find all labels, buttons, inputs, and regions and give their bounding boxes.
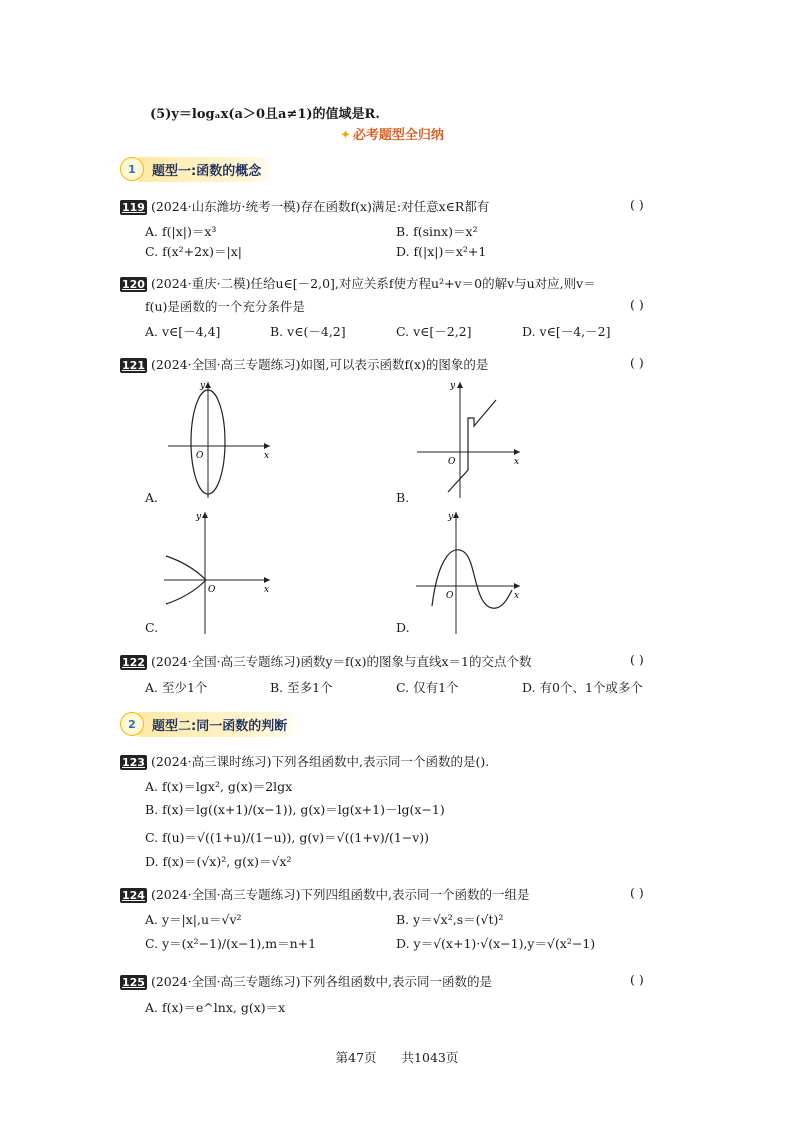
option-d: D. f(x)＝(√x)², g(x)＝√x² bbox=[145, 854, 292, 869]
option-a: A. 至少1个 bbox=[145, 680, 208, 695]
question-121 bbox=[120, 355, 488, 373]
option-a: A. y＝|x|,u＝√v² bbox=[145, 912, 242, 927]
banner-heading bbox=[340, 124, 444, 143]
origin-label: O bbox=[446, 591, 454, 601]
option-c: C. bbox=[145, 620, 159, 635]
section-number: 2 bbox=[120, 712, 144, 736]
question-number: 125 bbox=[122, 976, 145, 989]
section-title: 题型二:同一函数的判断 bbox=[138, 712, 301, 737]
answer-paren: ( ) bbox=[630, 972, 644, 987]
star-icon: ✦ bbox=[340, 128, 351, 143]
option-c: C. f(x²+2x)＝|x| bbox=[145, 244, 242, 259]
question-number: 123 bbox=[122, 756, 145, 769]
option-a: A. v∈[－4,4] bbox=[145, 324, 221, 339]
option-b: B. f(sinx)＝x² bbox=[396, 224, 478, 239]
question-text: (2024·重庆·二模)任给u∈[－2,0],对应关系f使方程u²+v＝0的解v与u对应,则v＝ bbox=[150, 276, 596, 291]
option-c: C. f(u)＝√((1+u)/(1−u)), g(v)＝√((1+v)/(1−v)) bbox=[145, 830, 430, 845]
axis-x-label: x bbox=[514, 457, 520, 467]
option-d: D. bbox=[396, 620, 410, 635]
option-c: C. v∈[－2,2] bbox=[396, 324, 472, 339]
option-b: B. v∈(－4,2] bbox=[270, 324, 346, 339]
option-c: C. 仅有1个 bbox=[396, 680, 459, 695]
option-a: A. f(|x|)＝x³ bbox=[145, 224, 217, 239]
question-text: (2024·山东潍坊·统考一模)存在函数f(x)满足:对任意x∈R都有 bbox=[150, 199, 490, 214]
answer-paren: ( ) bbox=[630, 355, 644, 370]
question-123 bbox=[120, 752, 489, 770]
option-a: A. f(x)＝lgx², g(x)＝2lgx bbox=[145, 779, 293, 794]
option-d: D. 有0个、1个或多个 bbox=[522, 680, 643, 695]
question-number: 119 bbox=[122, 201, 145, 214]
option-a: A. f(x)＝e^lnx, g(x)＝x bbox=[145, 1000, 286, 1015]
question-text: (2024·全国·高三专题练习)下列四组函数中,表示同一个函数的一组是 bbox=[150, 887, 530, 902]
option-b: B. bbox=[396, 490, 410, 505]
page-footer: 第47页 共1043页 bbox=[335, 1050, 459, 1065]
option-d: D. y＝√(x+1)·√(x−1),y＝√(x²−1) bbox=[396, 936, 596, 951]
question-124 bbox=[120, 885, 529, 903]
answer-paren: ( ) bbox=[630, 197, 644, 212]
axis-x-label: x bbox=[514, 591, 520, 601]
answer-paren: ( ) bbox=[630, 297, 644, 312]
question-number: 120 bbox=[122, 278, 145, 291]
axis-x-label: x bbox=[264, 451, 270, 461]
question-120 bbox=[120, 274, 596, 292]
section-heading-2 bbox=[120, 712, 301, 736]
graph-d bbox=[412, 508, 527, 636]
graph-c bbox=[160, 508, 280, 636]
axis-y-label: y bbox=[196, 512, 202, 522]
question-text: (2024·全国·高三专题练习)下列各组函数中,表示同一函数的是 bbox=[150, 974, 492, 989]
axis-y-label: y bbox=[450, 381, 456, 391]
question-122 bbox=[120, 652, 531, 670]
question-number: 122 bbox=[122, 656, 145, 669]
axis-y-label: y bbox=[448, 512, 454, 522]
section-heading-1 bbox=[120, 157, 275, 181]
answer-paren: ( ) bbox=[630, 885, 644, 900]
graph-b bbox=[412, 378, 527, 503]
axis-y-label: y bbox=[200, 381, 206, 391]
section-title: 题型一:函数的概念 bbox=[138, 157, 275, 182]
axis-x-label: x bbox=[264, 585, 270, 595]
question-number: 124 bbox=[122, 889, 145, 902]
option-d: D. f(|x|)＝x²+1 bbox=[396, 244, 487, 259]
origin-label: O bbox=[208, 585, 216, 595]
question-text: (2024·高三课时练习)下列各组函数中,表示同一个函数的是(). bbox=[150, 754, 490, 769]
question-125 bbox=[120, 972, 492, 990]
section-number: 1 bbox=[120, 157, 144, 181]
answer-paren: ( ) bbox=[630, 652, 644, 667]
option-b: B. 至多1个 bbox=[270, 680, 333, 695]
origin-label: O bbox=[448, 457, 456, 467]
question-119 bbox=[120, 197, 489, 215]
option-a: A. bbox=[145, 490, 159, 505]
origin-label: O bbox=[196, 451, 204, 461]
graph-a bbox=[160, 378, 280, 503]
option-d: D. v∈[－4,－2] bbox=[522, 324, 611, 339]
intro-line: (5)y＝logₐx(a＞0且a≠1)的值域是R. bbox=[150, 107, 380, 122]
question-text: (2024·全国·高三专题练习)如图,可以表示函数f(x)的图象的是 bbox=[150, 357, 489, 372]
question-text-continued: f(u)是函数的一个充分条件是 bbox=[145, 299, 305, 314]
option-b: B. y＝√x²,s＝(√t)² bbox=[396, 912, 504, 927]
option-c: C. y＝(x²−1)/(x−1),m＝n+1 bbox=[145, 936, 317, 951]
option-b: B. f(x)＝lg((x+1)/(x−1)), g(x)＝lg(x+1)－lg(x−1) bbox=[145, 802, 445, 817]
banner-text: 必考题型全归纳 bbox=[352, 128, 444, 143]
question-text: (2024·全国·高三专题练习)函数y＝f(x)的图象与直线x＝1的交点个数 bbox=[150, 654, 532, 669]
question-number: 121 bbox=[122, 359, 145, 372]
